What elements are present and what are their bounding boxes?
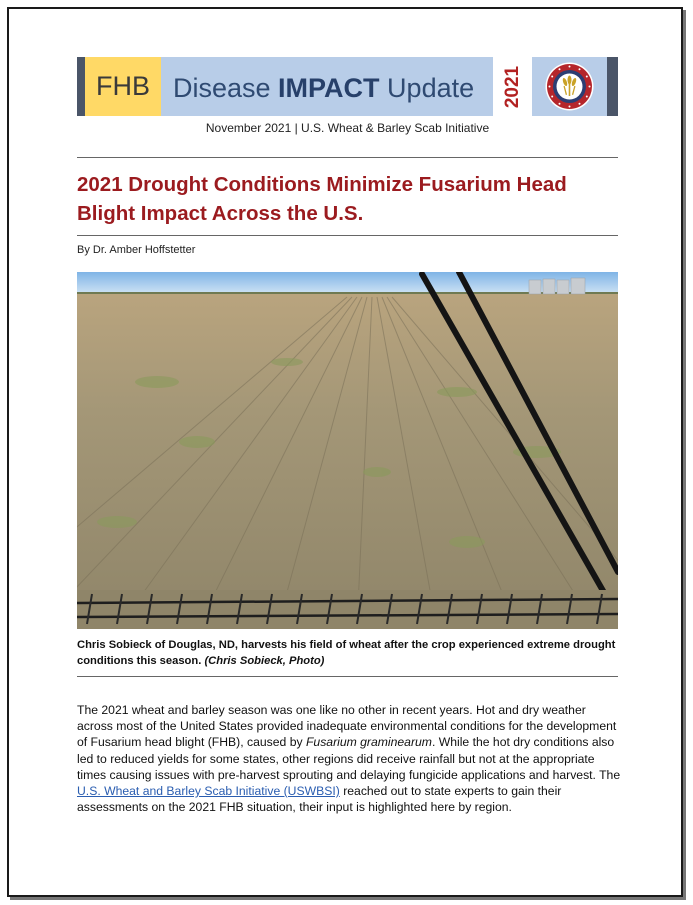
uswbsi-link[interactable]: U.S. Wheat and Barley Scab Initiative (USWBSI) [77, 784, 340, 799]
caption-main: Chris Sobieck of Douglas, ND, harvests his field of wheat after the crop experienced extreme drought conditions this season. [77, 639, 616, 667]
body-part-1: The 2021 wheat and barley season was one like no other in recent years. Hot and dry weather across most of the United States provided inadequate environmental conditions for the development of Fusarium head blight (FHB), caused by [77, 703, 617, 750]
banner-logo-box [532, 57, 607, 116]
banner-left-bar [77, 57, 85, 116]
body-part-3: reached out to state experts to gain their assessments on the 2021 FHB situation, their input is highlighted here by region. [77, 784, 562, 815]
banner-title-bold: IMPACT [278, 73, 380, 103]
divider-under-headline [77, 235, 618, 236]
dateline: November 2021 | U.S. Wheat & Barley Scab Initiative [205, 121, 490, 135]
wheat-field-image [77, 272, 618, 629]
byline: By Dr. Amber Hoffstetter [77, 244, 196, 256]
body-species-name: Fusarium graminearum [305, 735, 432, 750]
article-headline: 2021 Drought Conditions Minimize Fusarium Head Blight Impact Across the U.S. [77, 173, 567, 225]
banner-title [161, 57, 493, 116]
article-body [77, 702, 622, 815]
banner-fhb-tag: FHB [85, 57, 161, 116]
divider-under-caption [77, 676, 618, 677]
newsletter-banner [77, 57, 618, 116]
wheat-seal-icon [545, 62, 594, 111]
photo-caption [77, 637, 622, 669]
banner-title-regular: Disease [173, 73, 279, 103]
banner-title-tail: Update [379, 73, 475, 103]
caption-credit: (Chris Sobieck, Photo) [204, 655, 325, 667]
divider-top [77, 157, 618, 158]
body-part-2: . While the hot dry conditions also led to reduced yields for some states, other regions did receive rainfall but not at the appropriate times causing issues with pre-harvest sprouting and delaying fungicide applications and harvest. The [77, 735, 621, 782]
banner-year-box [498, 57, 528, 116]
banner-year: 2021 [502, 65, 523, 108]
banner-right-bar [607, 57, 618, 116]
harvest-photo [77, 272, 618, 629]
